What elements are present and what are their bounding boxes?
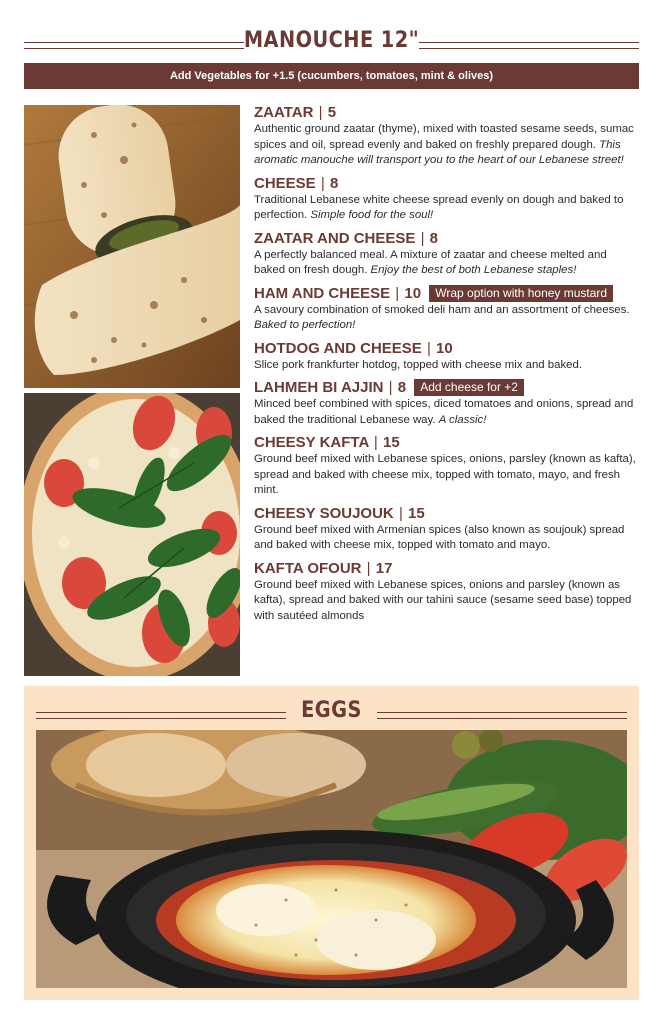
item-description: Authentic ground zaatar (thyme), mixed with toasted sesame seeds, sumac spices and oil, spread evenly and baked on freshly prepared dough. This aromatic manouche will transport you to the heart of our Lebanese street! bbox=[254, 123, 634, 166]
menu-item-ham-and-cheese bbox=[254, 284, 639, 334]
vegetables-banner: Add Vegetables for +1.5 (cucumbers, tomatoes, mint & olives) bbox=[24, 63, 639, 89]
item-tagline: Baked to perfection! bbox=[254, 319, 356, 331]
menu-item-lahmeh-bi-ajjin bbox=[254, 378, 639, 428]
item-price: 10 bbox=[436, 339, 453, 357]
item-price: 17 bbox=[375, 559, 393, 577]
menu-item-zaatar-and-cheese bbox=[254, 229, 639, 279]
manouche-header bbox=[24, 28, 639, 58]
menu-item-cheese bbox=[254, 174, 639, 224]
item-description: A perfectly balanced meal. A mixture of zaatar and cheese melted and baked on fresh dough. Enjoy the best of both Lebanese staples! bbox=[254, 248, 607, 276]
item-name: KAFTA OFOUR bbox=[254, 559, 362, 577]
manouche-title: MANOUCHE 12" bbox=[243, 28, 420, 53]
item-price: 5 bbox=[327, 104, 337, 121]
item-description: Minced beef combined with spices, diced tomatoes and onions, spread and baked the traditional Lebanese way. A classic! bbox=[254, 398, 634, 426]
item-description: Ground beef mixed with Armenian spices (also known as soujouk) spread and baked with cheese mix, topped with tomato and mayo. bbox=[254, 523, 625, 551]
item-name: CHEESE bbox=[254, 174, 316, 192]
header-rule-right bbox=[377, 712, 627, 719]
price-separator: | bbox=[398, 504, 403, 522]
item-tagline: Simple food for the soul! bbox=[310, 209, 434, 221]
item-description: Ground beef mixed with Lebanese spices, onions, parsley (known as kafta), spread and baked with cheese mix, topped with tomato, mayo, and fresh mint. bbox=[254, 453, 636, 496]
item-price: 10 bbox=[404, 284, 422, 302]
eggs-title: EGGS bbox=[301, 698, 362, 723]
menu-item-cheesy-soujouk bbox=[254, 504, 639, 554]
item-price: 8 bbox=[397, 379, 407, 396]
item-price: 15 bbox=[382, 434, 400, 451]
pizza-photo bbox=[24, 393, 240, 676]
item-price: 8 bbox=[429, 229, 438, 247]
item-name: ZAATAR bbox=[254, 104, 314, 121]
item-tagline: Enjoy the best of both Lebanese staples! bbox=[370, 264, 577, 276]
item-description: A savoury combination of smoked deli ham and an assortment of cheeses. Baked to perfection! bbox=[254, 303, 630, 331]
price-separator: | bbox=[318, 104, 323, 121]
item-name: CHEESY SOUJOUK bbox=[254, 504, 394, 522]
item-price: 8 bbox=[329, 174, 339, 192]
menu-item-zaatar bbox=[254, 103, 639, 169]
item-tagline: A classic! bbox=[438, 413, 487, 426]
price-separator: | bbox=[395, 284, 400, 302]
price-separator: | bbox=[420, 229, 425, 247]
item-name: ZAATAR AND CHEESE bbox=[254, 229, 416, 247]
item-price: 15 bbox=[408, 504, 425, 522]
wrap-option-badge: Wrap option with honey mustard bbox=[429, 285, 613, 302]
item-tagline: This aromatic manouche will transport you to the heart of our Lebanese street! bbox=[254, 138, 624, 166]
menu-item-kafta-ofour bbox=[254, 559, 639, 625]
menu-item-cheesy-kafta bbox=[254, 433, 639, 499]
price-separator: | bbox=[426, 339, 431, 357]
item-name: HOTDOG AND CHEESE bbox=[254, 339, 422, 357]
eggs-header bbox=[36, 698, 627, 728]
item-description: Traditional Lebanese white cheese spread evenly on dough and baked to perfection. Simple food for the soul! bbox=[254, 193, 624, 221]
item-name: HAM AND CHEESE bbox=[254, 284, 391, 302]
price-separator: | bbox=[373, 434, 378, 451]
wrap-photo bbox=[24, 105, 240, 388]
item-name: CHEESY KAFTA bbox=[254, 434, 369, 451]
item-description: Slice pork frankfurter hotdog, topped with cheese mix and baked. bbox=[254, 358, 582, 371]
price-separator: | bbox=[388, 379, 393, 396]
manouche-items-list bbox=[254, 103, 639, 629]
item-description: Ground beef mixed with Lebanese spices, onions and parsley (known as kafta), spread and baked with our tahini sauce (sesame seed base) topped with sautéed almonds bbox=[254, 578, 632, 622]
price-separator: | bbox=[320, 174, 325, 192]
header-rule-right bbox=[419, 42, 639, 49]
eggs-section bbox=[24, 686, 639, 1000]
item-name: LAHMEH BI AJJIN bbox=[254, 379, 384, 396]
menu-item-hotdog-and-cheese bbox=[254, 339, 639, 374]
add-cheese-badge: Add cheese for +2 bbox=[414, 379, 524, 396]
price-separator: | bbox=[366, 559, 371, 577]
shakshuka-photo bbox=[36, 730, 627, 988]
